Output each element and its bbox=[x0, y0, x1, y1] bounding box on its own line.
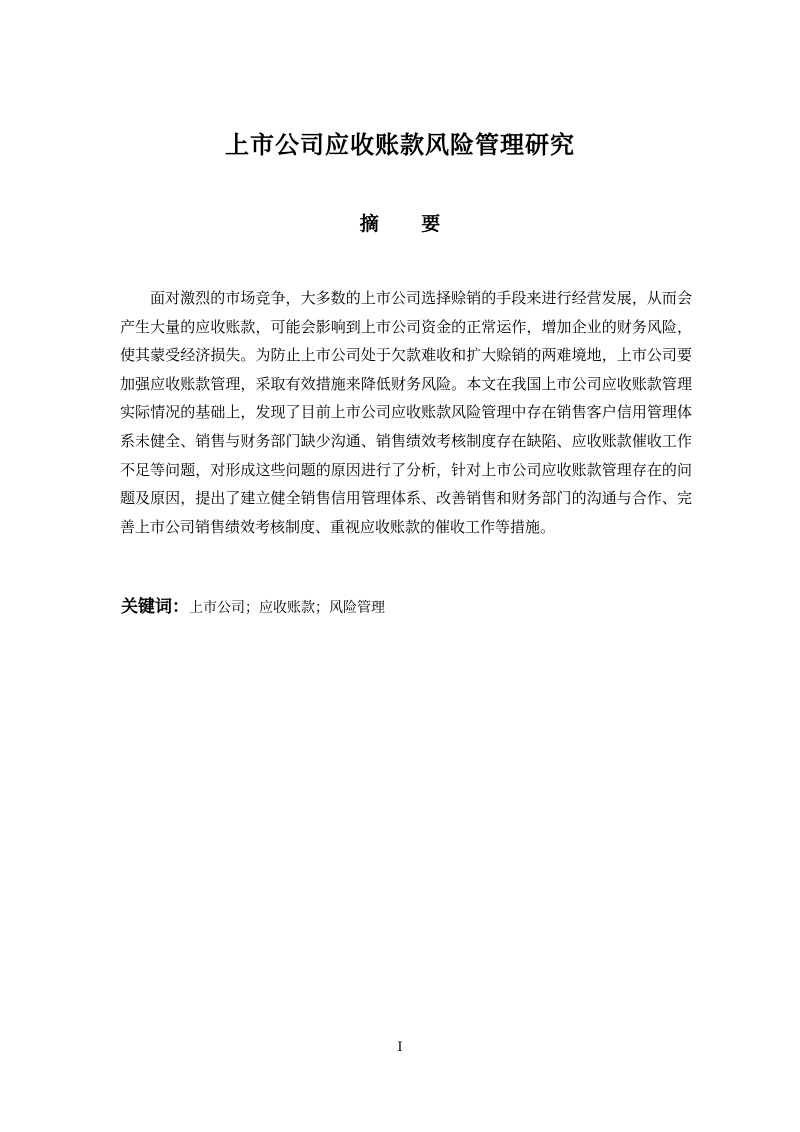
abstract-body: 面对激烈的市场竞争，大多数的上市公司选择赊销的手段来进行经营发展，从而会产生大量的应收账款，可能会影响到上市公司资金的正常运作，增加企业的财务风险，使其蒙受经济损失。为防止上市公司处于欠款难收和扩大赊销的两难境地，上市公司要加强应收账款管理，采取有效措施来降低财务风险。本文在我国上市公司应收账款管理实际情况的基础上，发现了目前上市公司应收账款风险管理中存在销售客户信用管理体系未健全、销售与财务部门缺少沟通、销售绩效考核制度存在缺陷、应收账款催收工作不足等问题，对形成这些问题的原因进行了分析，针对上市公司应收账款管理存在的问题及原因，提出了建立健全销售信用管理体系、改善销售和财务部门的沟通与合作、完善上市公司销售绩效考核制度、重视应收账款的催收工作等措施。 bbox=[120, 289, 692, 536]
page-title: 上市公司应收账款风险管理研究 bbox=[225, 131, 575, 159]
keywords-label: 关键词： bbox=[121, 597, 189, 617]
page-number: I bbox=[397, 1040, 403, 1055]
keywords-text: 上市公司；应收账款；风险管理 bbox=[189, 600, 385, 616]
keywords-line bbox=[121, 594, 385, 621]
abstract-heading: 摘 要 bbox=[359, 213, 459, 235]
